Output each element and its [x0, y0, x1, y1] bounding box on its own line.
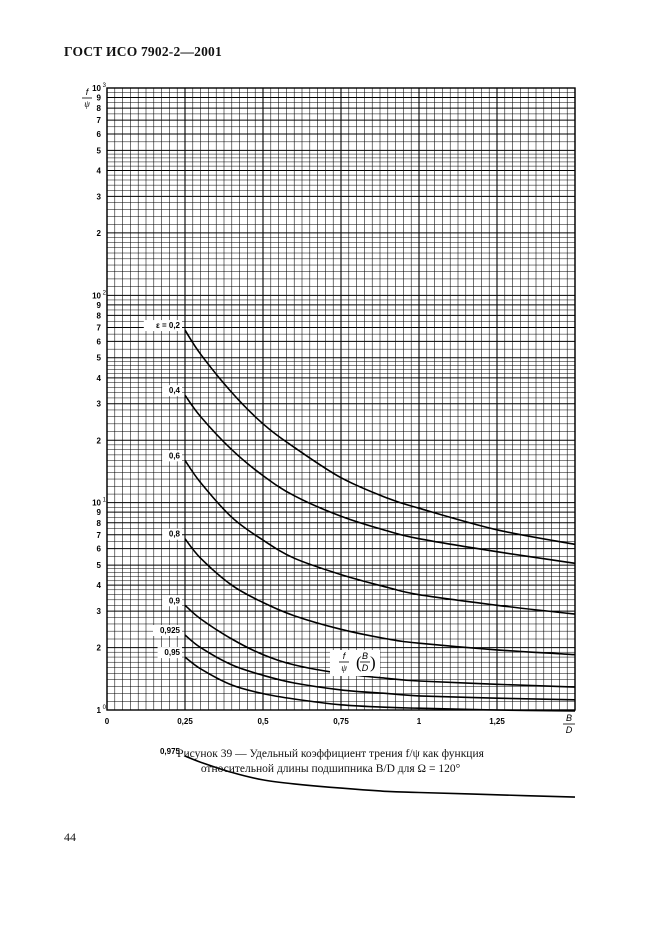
figure-caption-line-2: относительной длины подшипника B/D для Ω = 120°	[200, 763, 461, 775]
y-tick-mantissa: 3	[96, 607, 101, 617]
y-tick-label	[97, 323, 102, 332]
y-tick-label	[97, 436, 102, 445]
page-number: 44	[64, 830, 76, 844]
y-tick-mantissa: 8	[96, 104, 101, 114]
y-tick-label	[97, 301, 102, 310]
y-tick-mantissa: 10	[92, 498, 101, 508]
y-tick-exponent: 3	[102, 83, 106, 89]
y-tick-exponent: 0	[102, 705, 106, 711]
figure-caption-line-1: Рисунок 39 — Удельный коэффициент трения f/ψ как функция	[177, 748, 484, 760]
function-label-d: D	[361, 663, 369, 673]
x-axis-label-den: D	[565, 725, 573, 735]
x-axis-label-num: B	[565, 713, 573, 723]
y-tick-mantissa: 2	[96, 228, 101, 238]
series-labels	[144, 320, 182, 757]
y-tick-label	[97, 607, 102, 616]
svg-text:): )	[370, 653, 376, 672]
function-label	[330, 650, 380, 676]
y-tick-mantissa: 5	[96, 146, 101, 156]
y-tick-mantissa: 6	[96, 129, 101, 139]
y-tick-mantissa: 1	[96, 706, 101, 715]
y-tick-mantissa: 8	[96, 518, 101, 528]
y-tick-mantissa: 10	[92, 84, 101, 93]
y-tick-mantissa: 6	[96, 337, 101, 347]
y-tick-label	[97, 644, 102, 653]
series-label: 0,8	[168, 529, 180, 539]
y-tick-label	[97, 130, 102, 139]
y-tick-label	[97, 581, 102, 590]
y-tick-mantissa: 7	[96, 323, 101, 333]
x-axis-label	[563, 713, 575, 735]
chart-grid	[107, 88, 575, 710]
y-tick-label	[97, 561, 102, 570]
y-tick-label	[97, 337, 102, 346]
y-tick-label	[97, 229, 102, 238]
y-tick-label	[97, 374, 102, 383]
y-tick-label	[97, 519, 102, 528]
y-tick-label	[97, 531, 102, 540]
y-tick-mantissa: 9	[96, 300, 101, 310]
y-tick-mantissa: 4	[96, 166, 101, 176]
x-tick-label: 0,5	[257, 717, 269, 726]
y-axis-label-den: ψ	[84, 99, 90, 109]
y-tick-label	[97, 146, 102, 155]
y-tick-mantissa: 7	[96, 116, 101, 126]
y-axis-tick-labels	[92, 83, 107, 715]
y-tick-mantissa: 5	[96, 561, 101, 571]
y-tick-label	[92, 498, 107, 508]
y-tick-exponent: 2	[102, 290, 106, 297]
y-tick-mantissa: 3	[96, 399, 101, 409]
y-tick-label	[97, 167, 102, 176]
y-axis-label	[82, 87, 92, 109]
y-tick-label	[97, 545, 102, 554]
y-axis-label-num: f	[85, 87, 89, 97]
y-tick-mantissa: 10	[92, 291, 101, 301]
function-label-b: B	[361, 651, 369, 661]
function-label-f: f	[342, 651, 346, 661]
y-tick-mantissa: 4	[96, 373, 101, 383]
y-tick-mantissa: 8	[96, 311, 101, 321]
series-label: 0,95	[164, 648, 180, 658]
series-label: 0,975	[159, 746, 180, 756]
x-tick-label: 1,25	[489, 717, 505, 726]
y-tick-mantissa: 9	[96, 508, 101, 518]
y-tick-mantissa: 7	[96, 530, 101, 540]
y-tick-label	[97, 400, 102, 409]
y-tick-mantissa: 2	[96, 643, 101, 653]
y-tick-label	[97, 192, 102, 201]
y-tick-label	[97, 508, 102, 517]
x-tick-label: 0,75	[333, 717, 349, 726]
series-label: 0,4	[168, 386, 180, 396]
series-label: 0,6	[168, 451, 180, 461]
y-tick-mantissa: 9	[96, 93, 101, 103]
series-label: 0,9	[168, 596, 180, 606]
y-tick-label	[97, 93, 102, 102]
y-tick-exponent: 1	[102, 497, 106, 504]
svg-text:(: (	[356, 653, 362, 672]
y-tick-label	[97, 116, 102, 125]
series-label: 0,925	[159, 626, 180, 636]
x-tick-label: 0	[104, 717, 110, 726]
y-tick-label	[92, 290, 107, 300]
function-label-psi: ψ	[341, 663, 347, 673]
y-tick-label	[97, 104, 102, 113]
x-tick-label: 0,25	[177, 717, 193, 726]
y-tick-mantissa: 3	[96, 192, 101, 202]
document-code: ГОСТ ИСО 7902-2—2001	[64, 44, 222, 59]
y-tick-label	[92, 83, 107, 93]
x-axis-tick-labels	[105, 717, 506, 726]
x-tick-label: 1	[416, 717, 422, 726]
y-tick-mantissa: 5	[96, 353, 101, 363]
y-tick-label	[97, 705, 107, 715]
y-tick-label	[97, 311, 102, 320]
series-label: ε = 0,2	[155, 321, 180, 331]
y-tick-mantissa: 6	[96, 544, 101, 554]
y-tick-mantissa: 2	[96, 436, 101, 446]
y-tick-label	[97, 354, 102, 363]
y-tick-mantissa: 4	[96, 581, 101, 591]
